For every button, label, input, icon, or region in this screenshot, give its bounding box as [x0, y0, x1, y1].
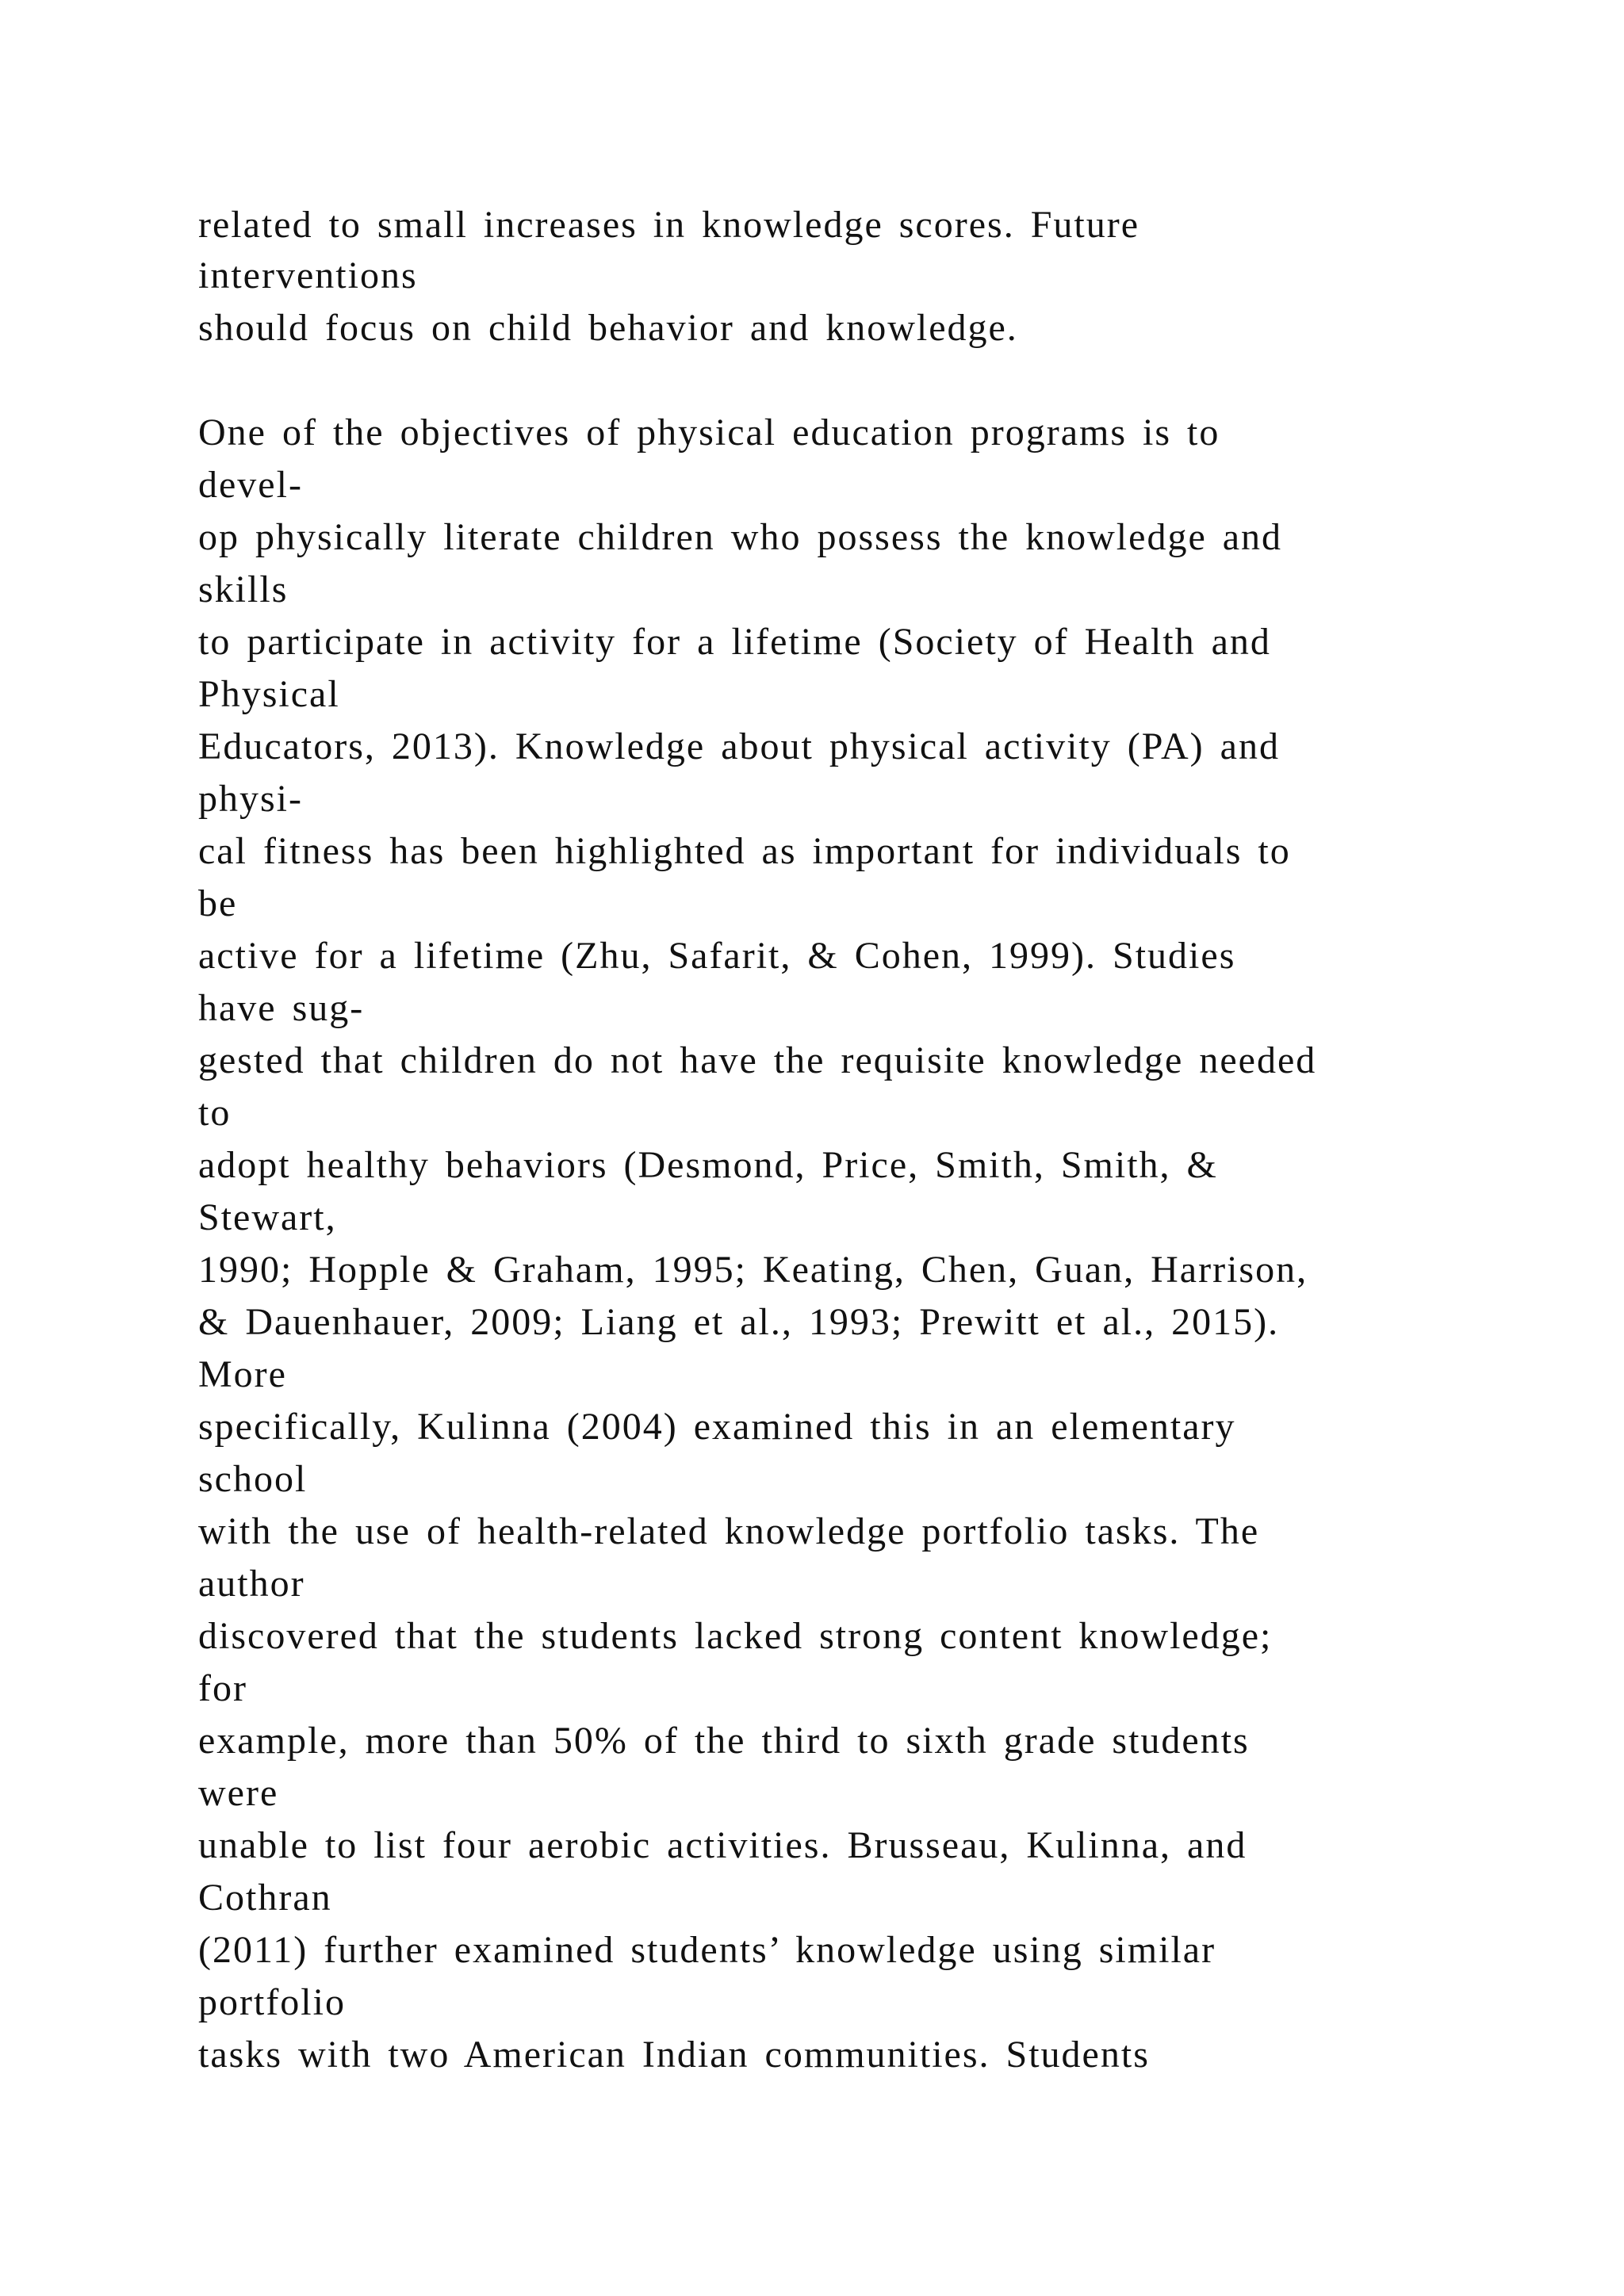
text-line: 1990; Hopple & Graham, 1995; Keating, Chen, Guan, Harrison, [198, 1249, 1308, 1291]
text-line: interventions [198, 254, 418, 297]
text-line: were [198, 1772, 279, 1814]
text-line: tasks with two American Indian communities. Students [198, 2034, 1150, 2076]
text-line: skills [198, 568, 289, 610]
text-line: to [198, 1092, 232, 1134]
text-line: be [198, 882, 238, 924]
text-line: adopt healthy behaviors (Desmond, Price, Smith, Smith, & [198, 1144, 1218, 1186]
text-line: Stewart, [198, 1196, 337, 1238]
text-line: to participate in activity for a lifetime (Society of Health and [198, 621, 1271, 663]
text-line: school [198, 1458, 308, 1500]
text-line: specifically, Kulinna (2004) examined this in an elementary [198, 1406, 1236, 1448]
text-line: (2011) further examined students’ knowledge using similar [198, 1929, 1216, 1971]
text-line: active for a lifetime (Zhu, Safarit, & Cohen, 1999). Studies [198, 935, 1236, 977]
text-line: discovered that the students lacked strong content knowledge; [198, 1615, 1273, 1657]
text-line: have sug- [198, 987, 365, 1029]
text-line: op physically literate children who possess the knowledge and [198, 516, 1283, 558]
text-line: devel- [198, 464, 303, 506]
text-line: for [198, 1667, 247, 1709]
text-line: cal fitness has been highlighted as important for individuals to [198, 830, 1291, 872]
text-line: related to small increases in knowledge scores. Future [198, 204, 1140, 246]
text-line: with the use of health-related knowledge portfolio tasks. The [198, 1510, 1260, 1552]
text-line: Educators, 2013). Knowledge about physical activity (PA) and [198, 725, 1280, 767]
text-line: physi- [198, 778, 303, 820]
text-line: should focus on child behavior and knowledge. [198, 307, 1018, 349]
text-line: example, more than 50% of the third to sixth grade students [198, 1720, 1250, 1762]
text-line: & Dauenhauer, 2009; Liang et al., 1993; Prewitt et al., 2015). [198, 1301, 1280, 1343]
text-line: gested that children do not have the requisite knowledge needed [198, 1039, 1317, 1081]
text-line: unable to list four aerobic activities. Brusseau, Kulinna, and [198, 1824, 1247, 1866]
text-line: portfolio [198, 1981, 346, 2023]
text-line: Physical [198, 673, 340, 715]
text-line: One of the objectives of physical education programs is to [198, 411, 1220, 453]
text-line: Cothran [198, 1877, 332, 1919]
text-line: More [198, 1353, 287, 1395]
text-line: author [198, 1563, 305, 1605]
